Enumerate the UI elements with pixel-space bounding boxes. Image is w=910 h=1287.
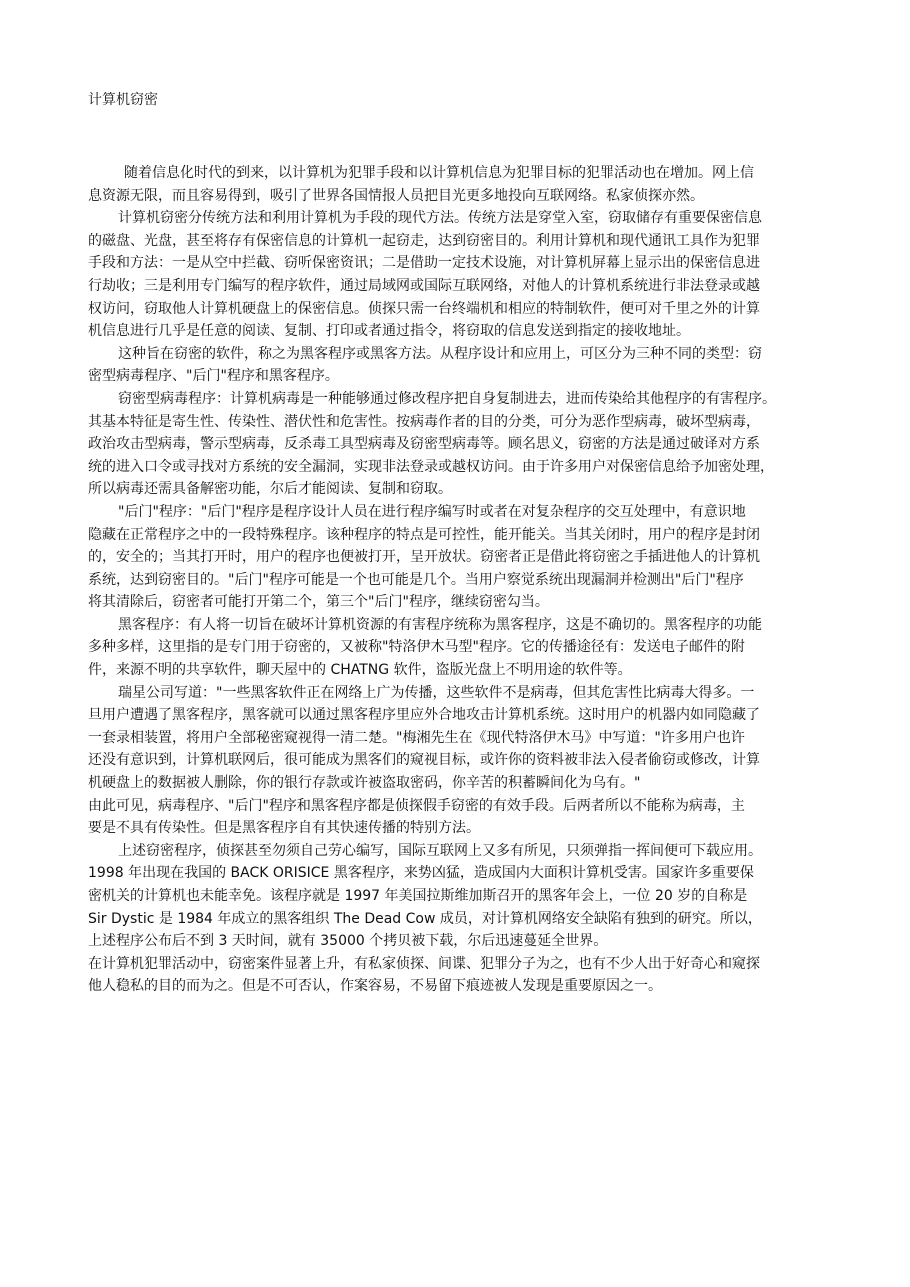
text-line: 他人稳私的目的而为之。但是不可否认，作案容易，不易留下痕迹被人发现是重要原因之一。 — [88, 978, 662, 995]
text-line: 手段和方法：一是从空中拦截、窃听保密资讯；二是借助一定技术设施，对计算机屏幕上显示出的保密信息进 — [88, 255, 760, 272]
text-line: 瑞星公司写道："一些黑客软件正在网络上广为传播，这些软件不是病毒，但其危害性比病毒大得多。一 — [118, 684, 755, 701]
text-line: 1998 年出现在我国的 BACK ORISICE 黑客程序，来势凶猛，造成国内大面积计算机受害。国家许多重要保 — [88, 865, 754, 882]
text-line: 的，安全的；当其打开时，用户的程序也便被打开，呈开放状。窃密者正是借此将窃密之手插进他人的计算机 — [88, 549, 760, 566]
text-line: 还没有意识到，计算机联网后，很可能成为黑客们的窥视目标，或许你的资料被非法入侵者偷窃或修改，计算 — [88, 752, 760, 769]
text-line: Sir Dystic 是 1984 年成立的黑客组织 The Dead Cow 成员，对计算机网络安全缺陷有独到的研究。所以， — [88, 910, 762, 927]
text-line: 隐藏在正常程序之中的一段特殊程序。该种程序的特点是可控性，能开能关。当其关闭时，用户的程序是封闭 — [88, 526, 760, 543]
text-line: 行劫收；三是利用专门编写的程序软件，通过局域网或国际互联网络，对他人的计算机系统进行非法登录或越 — [88, 277, 760, 294]
text-line: 由此可见，病毒程序、"后门"程序和黑客程序都是侦探假手窃密的有效手段。后两者所以不能称为病毒，主 — [88, 797, 745, 814]
text-line: 机硬盘上的数据被人删除，你的银行存款或许被盗取密码，你辛苦的积蓄瞬间化为乌有。" — [88, 775, 641, 792]
text-line: 息资源无限，而且容易得到，吸引了世界各国情报人员把目光更多地投向互联网络。私家侦探亦然。 — [88, 187, 704, 204]
document-body — [88, 162, 848, 998]
text-line: "后门"程序："后门"程序是程序设计人员在进行程序编写时或者在对复杂程序的交互处理中，有意识地 — [118, 503, 746, 520]
text-line: 一套录相装置，将用户全部秘密窥视得一清二楚。"梅湘先生在《现代特洛伊木马》中写道："许多用户也许 — [88, 729, 745, 746]
text-line: 这种旨在窃密的软件，称之为黑客程序或黑客方法。从程序设计和应用上，可区分为三种不同的类型：窃 — [118, 345, 762, 362]
text-line: 随着信息化时代的到来，以计算机为犯罪手段和以计算机信息为犯罪目标的犯罪活动也在增加。网上信 — [124, 165, 754, 181]
text-line: 上述窃密程序，侦探甚至勿须自己劳心编写，国际互联网上又多有所见，只须弹指一挥间便可下载应用。 — [118, 842, 762, 859]
text-line: 件，来源不明的共享软件，聊天屋中的 CHATNG 软件，盗版光盘上不明用途的软件等。 — [88, 662, 632, 679]
text-line: 多种多样，这里指的是专门用于窃密的，又被称"特洛伊木马型"程序。它的传播途径有：发送电子邮件的附 — [88, 639, 745, 656]
text-line: 计算机窃密分传统方法和利用计算机为手段的现代方法。传统方法是穿堂入室，窃取储存有重要保密信息 — [118, 210, 762, 227]
text-line: 上述程序公布后不到 3 天时间，就有 35000 个拷贝被下载，尔后迅速蔓延全世界。 — [88, 933, 608, 950]
text-line: 所以病毒还需具备解密功能，尔后才能阅读、复制和窃取。 — [88, 481, 452, 498]
text-line: 其基本特征是寄生性、传染性、潜伏性和危害性。按病毒作者的目的分类，可分为恶作型病毒，破坏型病毒， — [88, 413, 760, 430]
text-line: 权访问，窃取他人计算机硬盘上的保密信息。侦探只需一台终端机和相应的特制软件，便可对千里之外的计算 — [88, 300, 760, 317]
text-line: 将其清除后，窃密者可能打开第二个，第三个"后门"程序，继续窃密勾当。 — [88, 594, 549, 611]
text-line: 的磁盘、光盘，甚至将存有保密信息的计算机一起窃走，达到窃密目的。利用计算机和现代通讯工具作为犯罪 — [88, 232, 760, 249]
text-line: 黑客程序：有人将一切旨在破坏计算机资源的有害程序统称为黑客程序，这是不确切的。黑客程序的功能 — [118, 616, 762, 633]
text-line: 系统，达到窃密目的。"后门"程序可能是一个也可能是几个。当用户察觉系统出现漏洞并检测出"后门"程序 — [88, 571, 744, 588]
text-line: 旦用户遭遇了黑客程序，黑客就可以通过黑客程序里应外合地攻击计算机系统。这时用户的机器内如同隐藏了 — [88, 707, 760, 724]
document-title: 计算机窃密 — [88, 92, 158, 108]
text-line: 政治攻击型病毒，警示型病毒，反杀毒工具型病毒及窃密型病毒等。顾名思义，窃密的方法是通过破译对方系 — [88, 436, 760, 453]
text-line: 要是不具有传染性。但是黑客程序自有其快速传播的特别方法。 — [88, 820, 480, 837]
text-line: 密型病毒程序、"后门"程序和黑客程序。 — [88, 368, 339, 385]
text-line: 密机关的计算机也未能幸免。该程序就是 1997 年美国拉斯维加斯召开的黑客年会上，一位 20 岁的自称是 — [88, 888, 748, 904]
text-line: 机信息进行几乎是任意的阅读、复制、打印或者通过指令，将窃取的信息发送到指定的接收地址。 — [88, 323, 690, 340]
text-line: 统的进入口令或寻找对方系统的安全漏洞，实现非法登录或越权访问。由于许多用户对保密信息给予加密处理， — [88, 458, 774, 475]
text-line: 在计算机犯罪活动中，窃密案件显著上升，有私家侦探、间谍、犯罪分子为之，也有不少人出于好奇心和窥探 — [88, 955, 760, 972]
text-line: 窃密型病毒程序：计算机病毒是一种能够通过修改程序把自身复制进去，进而传染给其他程序的有害程序。 — [118, 390, 776, 407]
